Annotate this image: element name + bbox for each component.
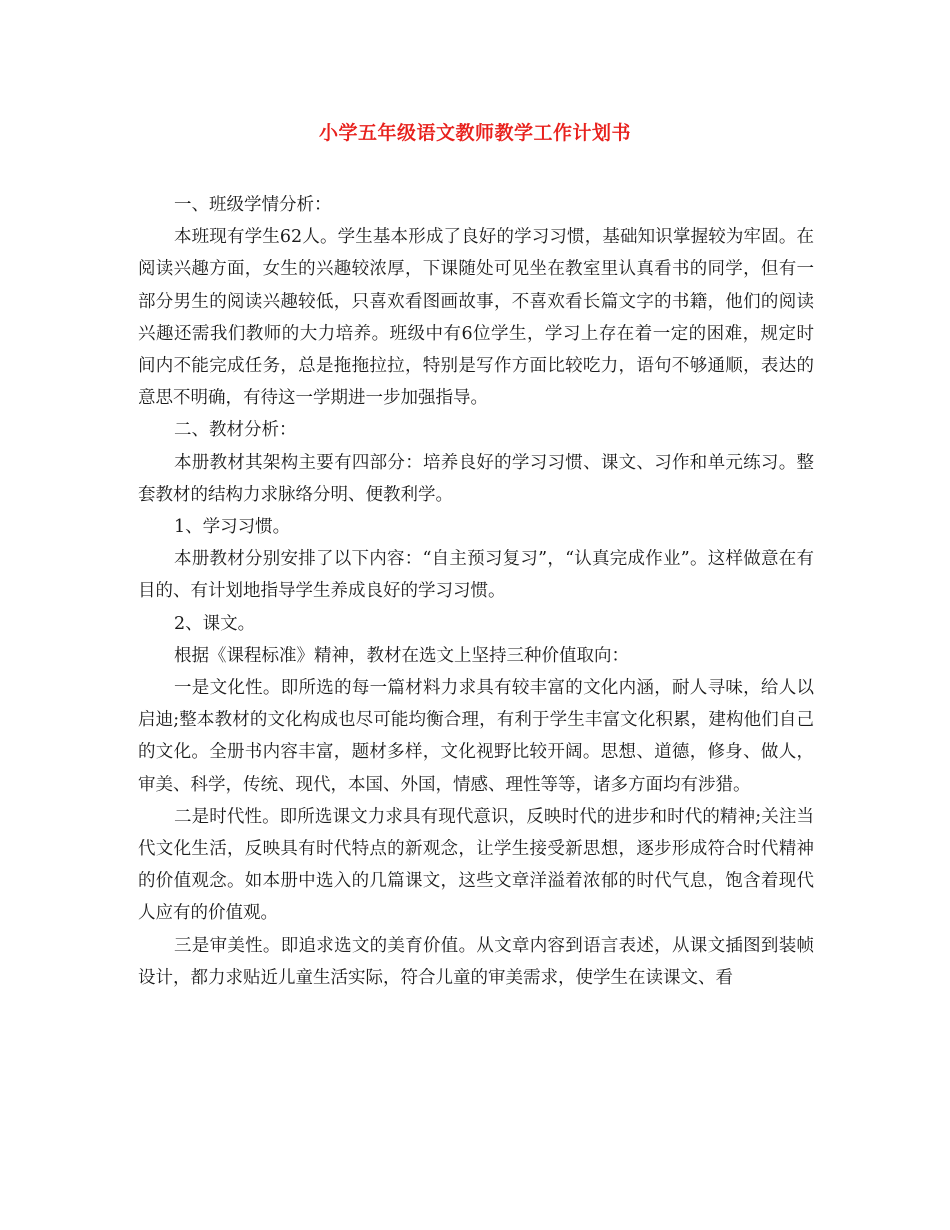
paragraph-value-orientations: 根据《课程标准》精神，教材在选文上坚持三种价值取向：	[174, 645, 629, 666]
subheading-texts: 2、课文。	[174, 613, 256, 634]
paragraph-class-analysis: 本班现有学生62人。学生基本形成了良好的学习习惯，基础知识掌握较为牢固。在阅读兴趣方面，女生的兴趣较浓厚，下课随处可见坐在教室里认真看书的同学，但有一部分男生的阅读兴趣较低，只喜欢看图画故事，不喜欢看长篇文字的书籍，他们的阅读兴趣还需我们教师的大力培养。班级中有6位学生，学习上存在着一定的困难，规定时间内不能完成任务，总是拖拖拉拉，特别是写作方面比较吃力，语句不够通顺，表达的意思不明确，有待这一学期进一步加强指导。	[138, 227, 814, 409]
paragraph-study-habits: 本册教材分别安排了以下内容：“自主预习复习”，“认真完成作业”。这样做意在有目的、有计划地指导学生养成良好的学习习惯。	[138, 549, 814, 602]
document-title: 小学五年级语文教师教学工作计划书	[318, 122, 631, 144]
heading-textbook-analysis: 二、教材分析：	[174, 420, 297, 441]
subheading-study-habits: 1、学习习惯。	[174, 517, 291, 538]
paragraph-contemporary: 二是时代性。即所选课文力求具有现代意识，反映时代的进步和时代的精神;关注当代文化生活，反映具有时代特点的新观念，让学生接受新思想，逐步形成符合时代精神的价值观念。如本册中选入的几篇课文，这些文章洋溢着浓郁的时代气息，饱含着现代人应有的价值观。	[138, 806, 814, 924]
paragraph-aesthetic: 三是审美性。即追求选文的美育价值。从文章内容到语言表述，从课文插图到装帧设计，都力求贴近儿童生活实际，符合儿童的审美需求，使学生在读课文、看	[138, 935, 814, 988]
heading-class-analysis: 一、班级学情分析：	[174, 195, 332, 215]
document-body	[138, 189, 814, 994]
paragraph-textbook-structure: 本册教材其架构主要有四部分：培养良好的学习习惯、课文、习作和单元练习。整套教材的结构力求脉络分明、便教利学。	[138, 452, 814, 505]
paragraph-culture: 一是文化性。即所选的每一篇材料力求具有较丰富的文化内涵，耐人寻味，给人以启迪;整本教材的文化构成也尽可能均衡合理，有利于学生丰富文化积累，建构他们自己的文化。全册书内容丰富，题材多样，文化视野比较开阔。思想、道德，修身、做人，审美、科学，传统、现代，本国、外国，情感、理性等等，诸多方面均有涉猎。	[138, 678, 814, 795]
